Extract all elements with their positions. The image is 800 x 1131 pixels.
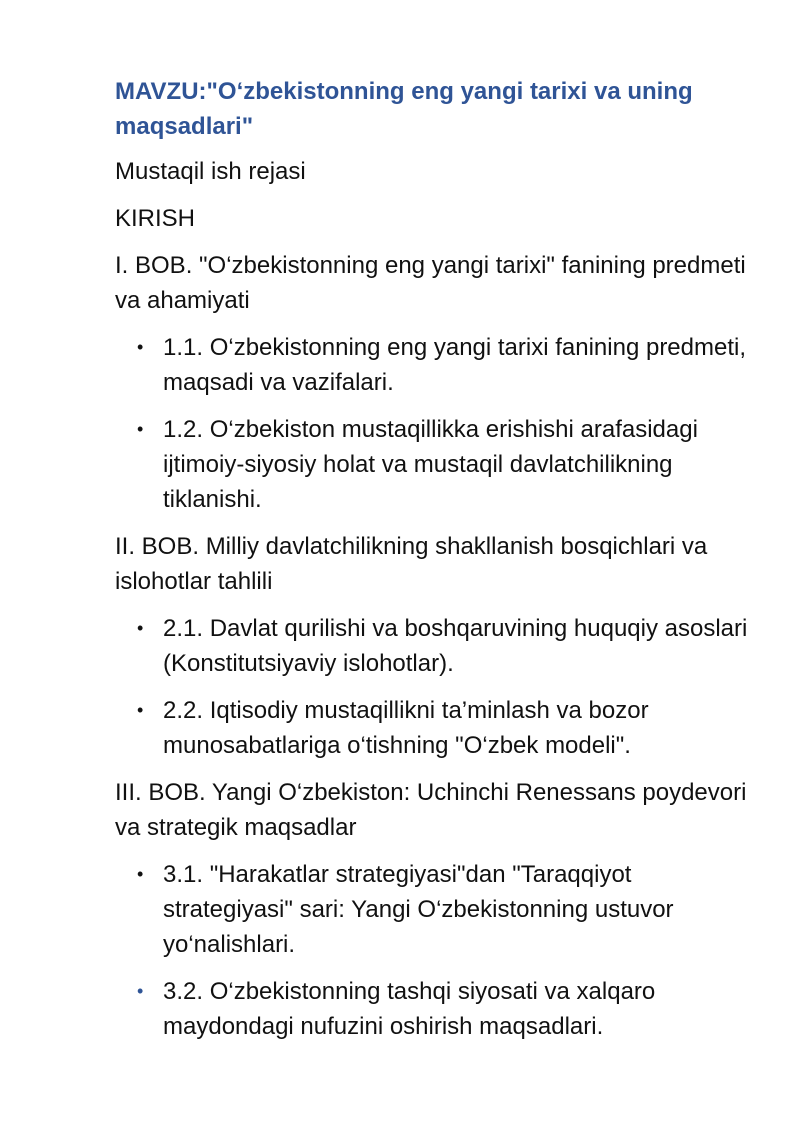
- bullet-icon: •: [137, 700, 144, 720]
- list-item-text: 2.2. Iqtisodiy mustaqillikni ta’minlash va bozor munosabatlariga o‘tishning "O‘zbek modeli".: [163, 697, 649, 759]
- list-item-text: 3.1. "Harakatlar strategiyasi"dan "Taraqqiyot strategiyasi" sari: Yangi O‘zbekistonning ustuvor yo‘nalishlari.: [163, 861, 674, 958]
- list-item-text: 3.2. O‘zbekistonning tashqi siyosati va xalqaro maydondagi nufuzini oshirish maqsadlari.: [163, 978, 656, 1040]
- list-item: [115, 330, 755, 400]
- list-item-text: 2.1. Davlat qurilishi va boshqaruvining huquqiy asoslari (Konstitutsiyaviy islohotlar).: [163, 615, 748, 677]
- chapter-3-heading: III. BOB. Yangi O‘zbekiston: Uchinchi Renessans poydevori va strategik maqsadlar: [115, 779, 747, 841]
- bullet-icon: •: [137, 618, 144, 638]
- chapter-1-heading: I. BOB. "O‘zbekistonning eng yangi tarixi" fanining predmeti va ahamiyati: [115, 252, 746, 314]
- bullet-icon: •: [137, 419, 144, 439]
- bullet-icon: •: [137, 337, 144, 357]
- document-page: [115, 74, 755, 1056]
- list-item: [115, 974, 755, 1044]
- list-item: [115, 611, 755, 681]
- list-item-text: 1.2. O‘zbekiston mustaqillikka erishishi arafasidagi ijtimoiy-siyosiy holat va mustaqil davlatchilikning tiklanishi.: [163, 416, 698, 513]
- list-item: [115, 693, 755, 763]
- chapter-2-heading: II. BOB. Milliy davlatchilikning shakllanish bosqichlari va islohotlar tahlili: [115, 533, 708, 595]
- bullet-icon: •: [137, 981, 144, 1001]
- list-item: [115, 857, 755, 962]
- list-item: [115, 412, 755, 517]
- document-title: MAVZU:"O‘zbekistonning eng yangi tarixi va uning maqsadlari": [115, 78, 693, 140]
- intro-heading: KIRISH: [115, 205, 196, 232]
- plan-heading: Mustaqil ish rejasi: [115, 158, 306, 185]
- chapter-3-list: [115, 857, 755, 1044]
- list-item-text: 1.1. O‘zbekistonning eng yangi tarixi fanining predmeti, maqsadi va vazifalari.: [163, 334, 747, 396]
- chapter-1-list: [115, 330, 755, 517]
- bullet-icon: •: [137, 864, 144, 884]
- chapter-2-list: [115, 611, 755, 763]
